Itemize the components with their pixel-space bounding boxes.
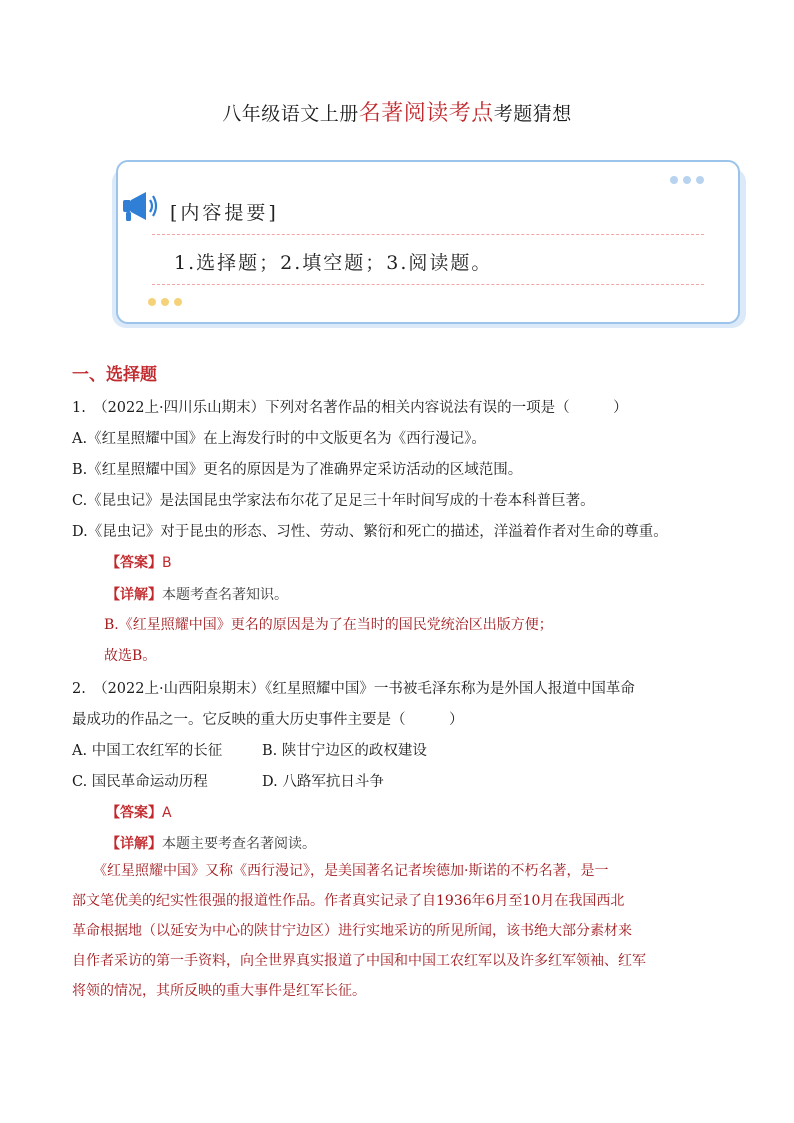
q2-option-d: D. 八路军抗日斗争 [262,774,384,790]
q2-explanation-paragraph [72,856,728,1006]
paragraph-line: 将领的情况，其所反映的重大事件是红军长征。 [72,983,366,999]
q1-option-a: A.《红星照耀中国》在上海发行时的中文版更名为《西行漫记》。 [72,431,486,447]
q1-stem: 1. （2022上·四川乐山期末）下列对名著作品的相关内容说法有误的一项是（ ） [72,400,628,416]
q1-option-b: B.《红星照耀中国》更名的原因是为了准确界定采访活动的区域范围。 [72,462,523,478]
paragraph-line: 部文笔优美的纪实性很强的报道性作品。作者真实记录了自1936年6月至10月在我国西北 [72,893,625,909]
paragraph-line: 《红星照耀中国》又称《西行漫记》，是美国著名记者埃德加·斯诺的不朽名著，是一 [72,863,609,879]
q1-option-d: D.《昆虫记》对于昆虫的形态、习性、劳动、繁衍和死亡的描述，洋溢着作者对生命的尊重。 [72,524,668,540]
decor-dots-blue [670,176,704,184]
q2-explain [106,833,316,853]
paragraph-line: 自作者采访的第一手资料，向全世界真实报道了中国和中国工农红军以及许多红军领袖、红军 [72,953,646,969]
q2-option-c: C. 国民革命运动历程 [72,774,208,790]
q2-option-b: B. 陕甘宁边区的政权建设 [262,743,427,759]
q1-explain [106,584,288,604]
explain-text: 本题考查名著知识。 [162,587,288,603]
summary-box [116,160,740,324]
explain-tag: 【详解】 [106,836,162,852]
q1-answer [106,552,172,572]
title-prefix: 八年级语文上册 [222,103,359,125]
page-title [0,96,794,127]
q2-stem-line1: 2. （2022上·山西阳泉期末）《红星照耀中国》一书被毛泽东称为是外国人报道中国革命 [72,681,635,697]
paragraph-line: 革命根据地（以延安为中心的陕甘宁边区）进行实地采访的所见所闻，该书绝大部分素材来 [72,923,632,939]
answer-tag: 【答案】 [106,555,162,571]
decor-dots-yellow [148,298,182,306]
q2-stem-line2: 最成功的作品之一。它反映的重大历史事件主要是（ ） [72,712,464,728]
q1-detail: B.《红星照耀中国》更名的原因是为了在当时的国民党统治区出版方便； [104,617,553,633]
divider [152,284,704,285]
title-highlight: 名著阅读考点 [358,101,494,126]
answer-value: B [162,555,172,571]
explain-tag: 【详解】 [106,587,162,603]
megaphone-icon [122,190,160,224]
answer-tag: 【答案】 [106,805,162,821]
summary-content: 1.选择题；2.填空题；3.阅读题。 [174,252,493,274]
q2-option-a: A. 中国工农红军的长征 [72,743,223,759]
title-suffix: 考题猜想 [493,103,572,125]
q1-conclusion: 故选B。 [104,648,157,664]
divider [152,234,704,235]
explain-text: 本题主要考查名著阅读。 [162,836,316,852]
section-heading: 一、选择题 [72,365,157,385]
summary-heading: [内容提要] [170,202,279,224]
answer-value: A [162,805,172,821]
q1-option-c: C.《昆虫记》是法国昆虫学家法布尔花了足足三十年时间写成的十卷本科普巨著。 [72,493,595,509]
q2-answer [106,802,172,822]
